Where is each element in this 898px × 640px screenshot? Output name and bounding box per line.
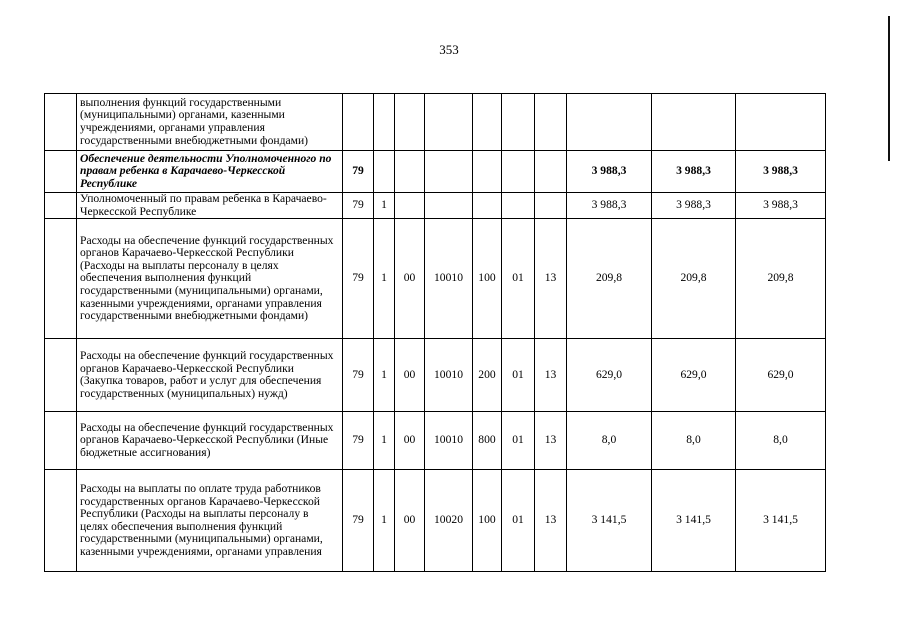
section-code-cell [374, 151, 395, 193]
target-article-cell [425, 151, 473, 193]
row-name-cell: Расходы на обеспечение функций государственных органов Карачаево-Черкесской Республики (Закупка товаров, работ и услуг для обеспечения государственных (муниципальных) нужд) [77, 339, 343, 412]
subsection-cell: 01 [502, 339, 535, 412]
program-code-cell: 00 [395, 219, 425, 339]
section-code-cell [374, 94, 395, 151]
target-article-cell: 10020 [425, 470, 473, 572]
section-code-cell: 1 [374, 339, 395, 412]
table-row [45, 193, 826, 219]
row-name-cell: Обеспечение деятельности Уполномоченного по правам ребенка в Карачаево-Черкесской Республике [77, 151, 343, 193]
amount-year3-cell: 629,0 [736, 339, 826, 412]
subsection-cell: 01 [502, 470, 535, 572]
amount-year1-cell: 209,8 [567, 219, 652, 339]
amount-year2-cell: 629,0 [652, 339, 736, 412]
amount-year1-cell: 8,0 [567, 412, 652, 470]
amount-year2-cell: 209,8 [652, 219, 736, 339]
subsection-detail-cell: 13 [535, 470, 567, 572]
target-article-cell [425, 94, 473, 151]
table-row [45, 219, 826, 339]
expense-type-cell [473, 151, 502, 193]
expense-type-cell [473, 193, 502, 219]
amount-year2-cell: 8,0 [652, 412, 736, 470]
expense-type-cell: 100 [473, 470, 502, 572]
amount-year2-cell: 3 988,3 [652, 151, 736, 193]
amount-year3-cell: 8,0 [736, 412, 826, 470]
expense-type-cell: 100 [473, 219, 502, 339]
scan-edge-mark [888, 16, 890, 161]
budget-table [44, 93, 826, 572]
program-code-cell: 00 [395, 339, 425, 412]
row-number-cell [45, 219, 77, 339]
subsection-cell [502, 193, 535, 219]
subsection-detail-cell [535, 94, 567, 151]
ved-code-cell: 79 [343, 151, 374, 193]
target-article-cell [425, 193, 473, 219]
subsection-detail-cell: 13 [535, 339, 567, 412]
subsection-detail-cell: 13 [535, 412, 567, 470]
table-row [45, 470, 826, 572]
amount-year3-cell: 209,8 [736, 219, 826, 339]
amount-year2-cell: 3 141,5 [652, 470, 736, 572]
amount-year3-cell: 3 988,3 [736, 151, 826, 193]
row-number-cell [45, 339, 77, 412]
expense-type-cell [473, 94, 502, 151]
subsection-detail-cell [535, 193, 567, 219]
table-row [45, 412, 826, 470]
row-number-cell [45, 193, 77, 219]
section-code-cell: 1 [374, 470, 395, 572]
table-row [45, 339, 826, 412]
ved-code-cell: 79 [343, 412, 374, 470]
subsection-detail-cell: 13 [535, 219, 567, 339]
row-number-cell [45, 470, 77, 572]
ved-code-cell: 79 [343, 339, 374, 412]
program-code-cell [395, 94, 425, 151]
row-name-cell: Уполномоченный по правам ребенка в Карачаево-Черкесской Республике [77, 193, 343, 219]
ved-code-cell: 79 [343, 193, 374, 219]
subsection-detail-cell [535, 151, 567, 193]
expense-type-cell: 200 [473, 339, 502, 412]
row-number-cell [45, 412, 77, 470]
row-number-cell [45, 151, 77, 193]
row-name-cell: Расходы на обеспечение функций государственных органов Карачаево-Черкесской Республики (Расходы на выплаты персоналу в целях обеспечения выполнения функций государственными (муниципальными) органами, казенными учреждениями, органами управления государственными внебюджетными фондами) [77, 219, 343, 339]
amount-year1-cell: 629,0 [567, 339, 652, 412]
program-code-cell [395, 193, 425, 219]
page-number: 353 [439, 42, 459, 57]
program-code-cell: 00 [395, 412, 425, 470]
amount-year1-cell [567, 94, 652, 151]
section-code-cell: 1 [374, 193, 395, 219]
row-name-cell: Расходы на обеспечение функций государственных органов Карачаево-Черкесской Республики (Иные бюджетные ассигнования) [77, 412, 343, 470]
program-code-cell [395, 151, 425, 193]
table-row [45, 94, 826, 151]
target-article-cell: 10010 [425, 219, 473, 339]
section-code-cell: 1 [374, 412, 395, 470]
section-code-cell: 1 [374, 219, 395, 339]
ved-code-cell: 79 [343, 219, 374, 339]
expense-type-cell: 800 [473, 412, 502, 470]
amount-year1-cell: 3 141,5 [567, 470, 652, 572]
amount-year1-cell: 3 988,3 [567, 193, 652, 219]
subsection-cell: 01 [502, 219, 535, 339]
row-number-cell [45, 94, 77, 151]
target-article-cell: 10010 [425, 339, 473, 412]
subsection-cell [502, 151, 535, 193]
target-article-cell: 10010 [425, 412, 473, 470]
ved-code-cell: 79 [343, 470, 374, 572]
subsection-cell: 01 [502, 412, 535, 470]
subsection-cell [502, 94, 535, 151]
ved-code-cell [343, 94, 374, 151]
amount-year3-cell: 3 141,5 [736, 470, 826, 572]
program-code-cell: 00 [395, 470, 425, 572]
row-name-cell: Расходы на выплаты по оплате труда работников государственных органов Карачаево-Черкесской Республики (Расходы на выплаты персоналу в целях обеспечения выполнения функций государственными (муниципальными) органами, казенными учреждениями, органами управления [77, 470, 343, 572]
amount-year2-cell: 3 988,3 [652, 193, 736, 219]
row-name-cell: выполнения функций государственными (муниципальными) органами, казенными учреждениями, органами управления государственными внебюджетными фондами) [77, 94, 343, 151]
amount-year3-cell [736, 94, 826, 151]
amount-year3-cell: 3 988,3 [736, 193, 826, 219]
budget-table-body [45, 94, 826, 572]
table-row [45, 151, 826, 193]
amount-year1-cell: 3 988,3 [567, 151, 652, 193]
amount-year2-cell [652, 94, 736, 151]
